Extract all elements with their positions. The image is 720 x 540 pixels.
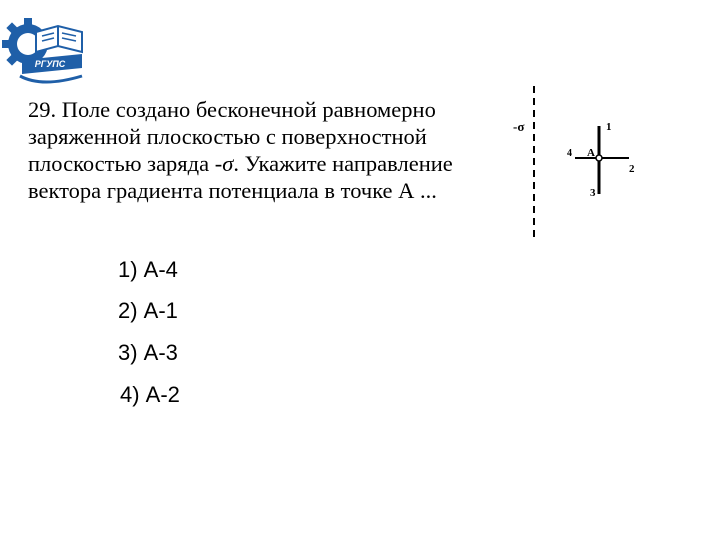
direction-2-label: 2	[629, 163, 635, 175]
question-number: 29.	[28, 97, 57, 122]
logo-text: РГУПС	[34, 59, 66, 69]
option-3[interactable]: 3) А-3	[118, 340, 178, 365]
point-a-marker	[596, 155, 602, 161]
book-icon	[36, 26, 82, 52]
question-text-part1: Поле создано бесконечной равномерно заряженной плоскостью с поверхностной плоскостью заряда -	[28, 97, 436, 176]
sigma-symbol: σ	[222, 151, 234, 176]
option-2[interactable]: 2) А-1	[118, 298, 178, 323]
point-a-label: А	[587, 147, 595, 159]
direction-1-label: 1	[606, 121, 612, 133]
option-4[interactable]: 4) А-2	[120, 382, 180, 407]
rgups-logo	[2, 14, 86, 90]
direction-3-label: 3	[590, 187, 596, 199]
direction-4-label: 4	[567, 148, 572, 159]
field-diagram	[505, 86, 655, 242]
question-text	[28, 96, 498, 204]
option-1[interactable]: 1) А-4	[118, 257, 178, 282]
plane-label: -σ	[513, 119, 525, 134]
question-text-part2: . Укажите направление вектора градиента потенциала в точке А ...	[28, 151, 453, 203]
